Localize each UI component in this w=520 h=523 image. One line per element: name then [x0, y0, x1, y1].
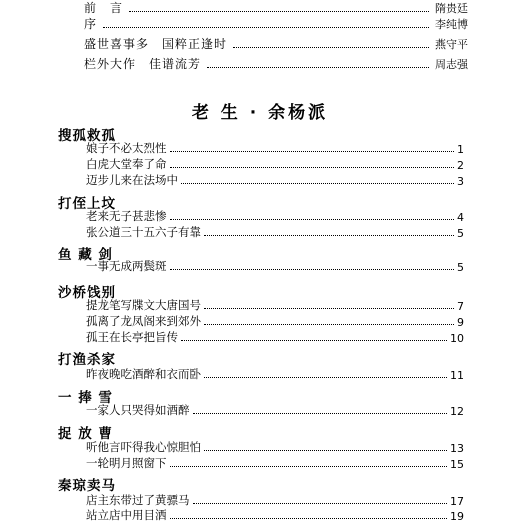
toc-entry[interactable]: [86, 367, 464, 382]
dot-leader: [181, 340, 447, 341]
entry-title: 迈步儿来在法场中: [86, 173, 178, 187]
toc-entry[interactable]: [86, 141, 464, 156]
toc-entry[interactable]: [86, 508, 464, 523]
dot-leader: [103, 27, 429, 28]
preface-author: 燕守平: [435, 38, 468, 51]
entry-title: 一家人只哭得如酒醉: [86, 403, 190, 417]
preface-title: 前 言: [84, 1, 124, 15]
preface-title: 栏外大作 佳谱流芳: [84, 57, 202, 71]
entry-title: 孤离了龙凤阁来到郊外: [86, 314, 201, 328]
preface-author: 周志强: [435, 58, 468, 71]
dot-leader: [193, 413, 448, 414]
toc-entry[interactable]: [86, 403, 464, 418]
dot-leader: [204, 377, 447, 378]
toc-entry[interactable]: [86, 259, 464, 274]
group-heading: 鱼 藏 剑: [58, 247, 113, 263]
group-heading: 沙桥饯别: [58, 285, 116, 301]
toc-entry[interactable]: [86, 225, 464, 240]
dot-leader: [170, 466, 448, 467]
toc-entry[interactable]: [86, 456, 464, 471]
dot-leader: [129, 11, 429, 12]
page-number: 2: [457, 159, 464, 172]
dot-leader: [170, 219, 455, 220]
section-title: 老 生 · 余杨派: [191, 103, 329, 123]
toc-entry[interactable]: [86, 298, 464, 313]
group-heading: 打侄上坟: [58, 196, 116, 212]
dot-leader: [170, 269, 455, 270]
entry-title: 一事无成两鬓斑: [86, 259, 167, 273]
page-number: 7: [457, 300, 464, 313]
entry-title: 张公道三十五六子有靠: [86, 225, 201, 239]
page-number: 12: [450, 405, 464, 418]
toc-entry[interactable]: [86, 314, 464, 329]
page-number: 1: [457, 143, 464, 156]
toc-entry[interactable]: [86, 209, 464, 224]
dot-leader: [204, 235, 454, 236]
page-number: 4: [457, 211, 464, 224]
toc-entry[interactable]: [86, 157, 464, 172]
preface-author: 隋贵廷: [435, 2, 468, 15]
preface-entry: [84, 56, 468, 72]
group-heading: 秦琼卖马: [58, 478, 116, 494]
dot-leader: [170, 151, 455, 152]
preface-entry: [84, 0, 468, 16]
dot-leader: [170, 518, 448, 519]
group-heading: 打渔杀家: [58, 352, 116, 368]
page-number: 10: [450, 332, 464, 345]
dot-leader: [204, 450, 447, 451]
group-heading: 搜孤救孤: [58, 128, 116, 144]
preface-entry: [84, 16, 468, 32]
page-number: 3: [457, 175, 464, 188]
entry-title: 听他言吓得我心惊胆怕: [86, 440, 201, 454]
page-number: 15: [450, 458, 464, 471]
entry-title: 昨夜晚吃酒醉和衣而卧: [86, 367, 201, 381]
page-number: 11: [450, 369, 464, 382]
group-heading: 一 捧 雪: [58, 390, 113, 406]
entry-title: 店主东带过了黄骠马: [86, 493, 190, 507]
dot-leader: [204, 324, 454, 325]
entry-title: 站立店中用目洒: [86, 508, 167, 522]
dot-leader: [181, 183, 454, 184]
dot-leader: [204, 308, 454, 309]
toc-entry[interactable]: [86, 330, 464, 345]
entry-title: 老来无子甚悲惨: [86, 209, 167, 223]
dot-leader: [233, 47, 429, 48]
dot-leader: [170, 167, 455, 168]
preface-entry: [84, 36, 468, 52]
page-number: 5: [457, 227, 464, 240]
preface-author: 李纯博: [435, 18, 468, 31]
page-number: 9: [457, 316, 464, 329]
page-number: 19: [450, 510, 464, 523]
toc-entry[interactable]: [86, 440, 464, 455]
dot-leader: [207, 67, 429, 68]
page-number: 13: [450, 442, 464, 455]
entry-title: 白虎大堂奉了命: [86, 157, 167, 171]
preface-title: 盛世喜事多 国粹正逢时: [84, 37, 228, 51]
group-heading: 捉 放 曹: [58, 426, 113, 442]
entry-title: 娘子不必太烈性: [86, 141, 167, 155]
toc-entry[interactable]: [86, 173, 464, 188]
entry-title: 孤王在长亭把旨传: [86, 330, 178, 344]
preface-title: 序: [84, 17, 98, 31]
page-number: 5: [457, 261, 464, 274]
toc-entry[interactable]: [86, 493, 464, 508]
entry-title: 一轮明月照窗下: [86, 456, 167, 470]
dot-leader: [193, 503, 448, 504]
entry-title: 提龙笔写牒文大唐国号: [86, 298, 201, 312]
page-number: 17: [450, 495, 464, 508]
